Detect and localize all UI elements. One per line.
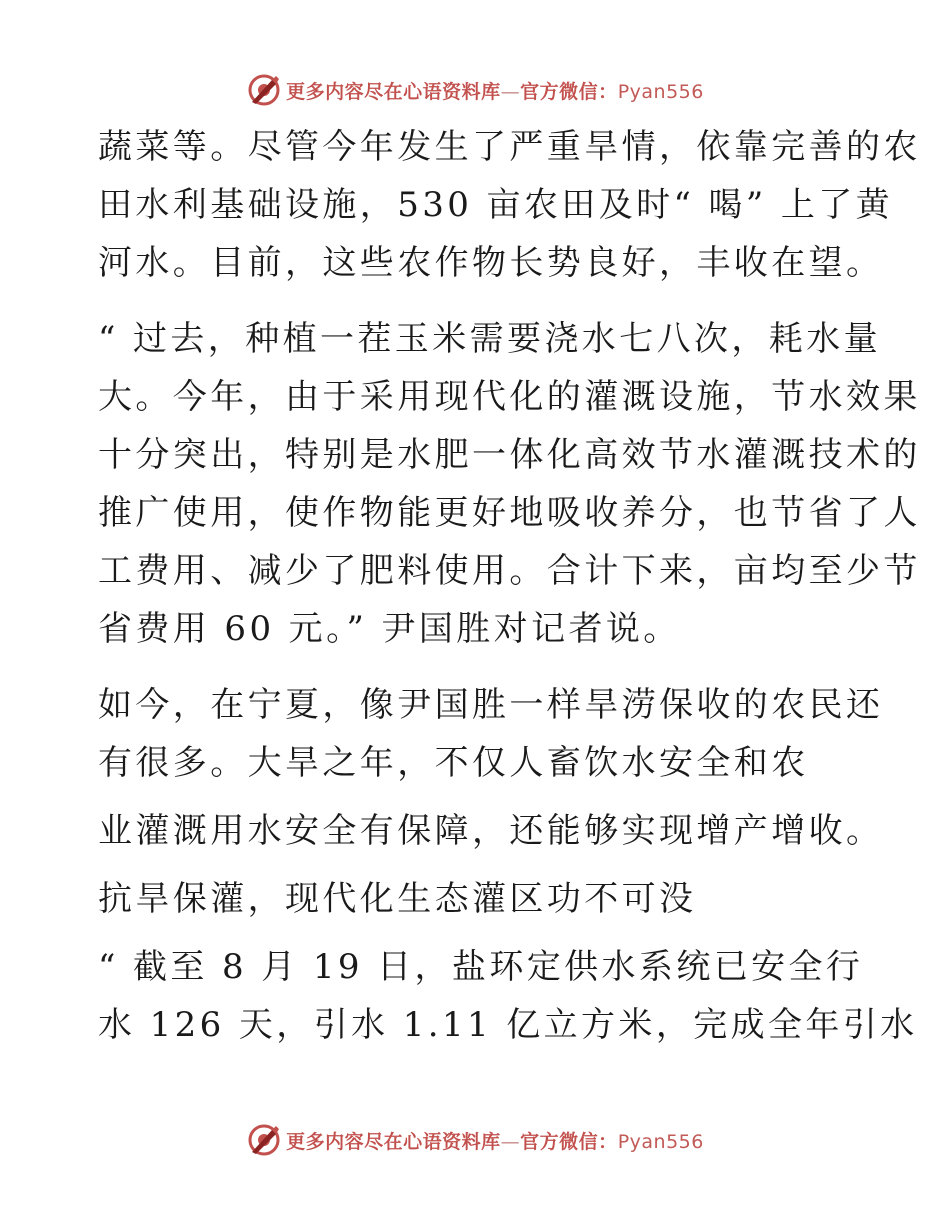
pen-logo-icon	[246, 72, 282, 108]
section-heading: 抗旱保灌，现代化生态灌区功不可没	[98, 879, 697, 919]
footer-separator: —	[500, 1130, 521, 1153]
body-line: “ 过去，种植一茬玉米需要浇水七八次，耗水量	[98, 319, 881, 359]
footer-banner	[0, 1120, 950, 1160]
header-banner-text	[286, 77, 704, 104]
header-separator: —	[500, 80, 521, 103]
footer-brand: 更多内容尽在心语资料库	[286, 1130, 501, 1153]
body-line: 有很多。大旱之年，不仅人畜饮水安全和农	[98, 743, 809, 783]
body-line: 省费用 60 元。” 尹国胜对记者说。	[98, 609, 681, 649]
body-line: “ 截至 8 月 19 日，盐环定供水系统已安全行	[98, 947, 864, 987]
header-wechat-id: Pyan556	[617, 80, 704, 103]
header-banner	[0, 70, 950, 110]
body-line: 推广使用，使作物能更好地吸收养分，也节省了人	[98, 493, 921, 533]
body-line: 工费用、减少了肥料使用。合计下来，亩均至少节	[98, 551, 921, 591]
body-line: 如今，在宁夏，像尹国胜一样旱涝保收的农民还	[98, 685, 884, 725]
footer-banner-text	[286, 1127, 704, 1154]
body-line: 田水利基础设施，530 亩农田及时“ 喝” 上了黄	[98, 185, 894, 225]
header-wechat-label: 官方微信：	[520, 80, 618, 103]
body-line: 蔬菜等。尽管今年发生了严重旱情，依靠完善的农	[98, 127, 921, 167]
footer-wechat-label: 官方微信：	[520, 1130, 618, 1153]
body-line: 十分突出，特别是水肥一体化高效节水灌溉技术的	[98, 435, 921, 475]
footer-wechat-id: Pyan556	[617, 1130, 704, 1153]
body-line: 业灌溉用水安全有保障，还能够实现增产增收。	[98, 811, 884, 851]
body-line: 水 126 天，引水 1.11 亿立方米，完成全年引水	[98, 1005, 918, 1045]
pen-logo-icon	[246, 1122, 282, 1158]
header-brand: 更多内容尽在心语资料库	[286, 80, 501, 103]
article-body	[98, 120, 921, 1052]
body-line: 大。今年，由于采用现代化的灌溉设施，节水效果	[98, 377, 921, 417]
body-line: 河水。目前，这些农作物长势良好，丰收在望。	[98, 243, 884, 283]
